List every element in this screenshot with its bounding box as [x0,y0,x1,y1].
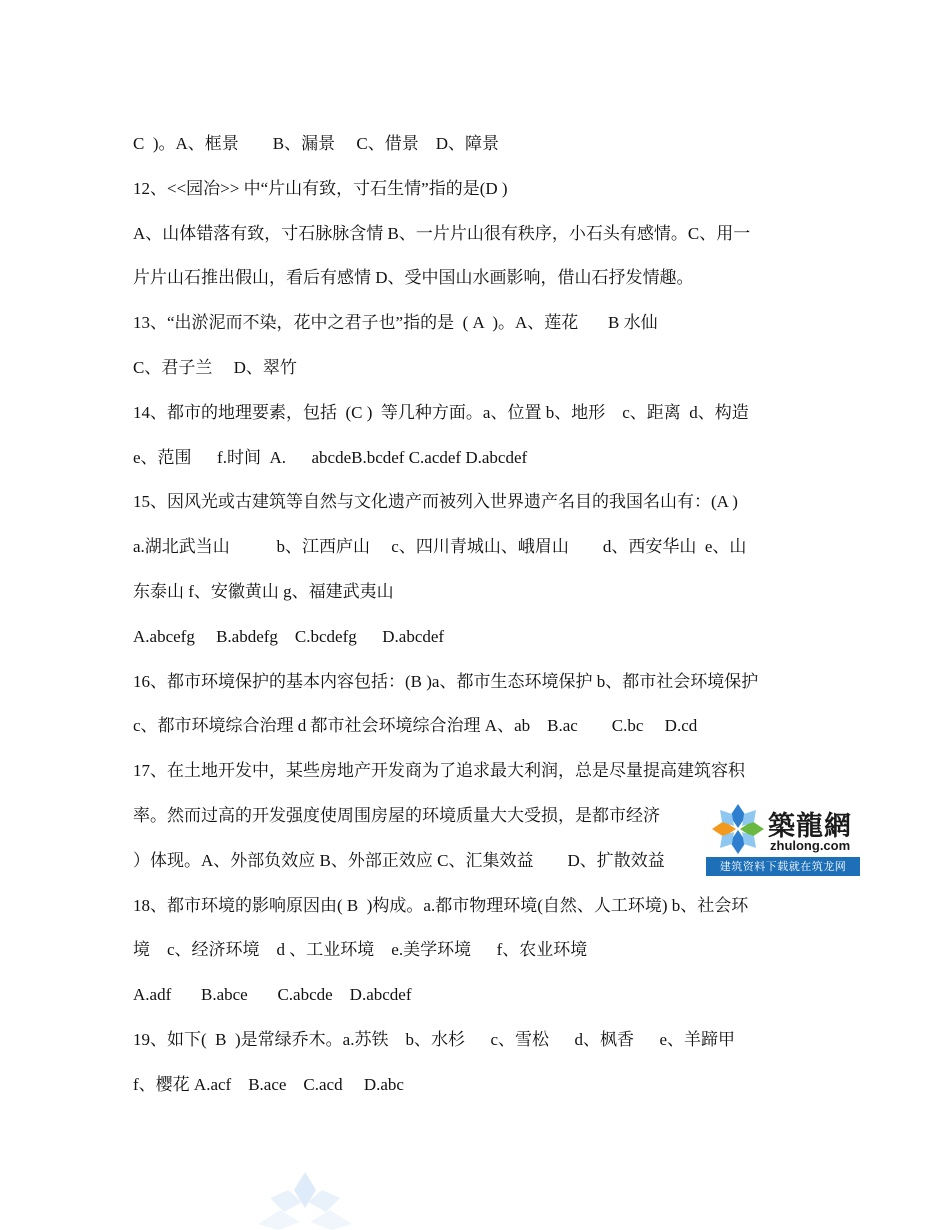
text-line: 片片山石推出假山，看后有感情 D、受中国山水画影响，借山石抒发情趣。 [133,268,694,288]
text-line: ）体现。A、外部负效应 B、外部正效应 C、汇集效益 D、扩散效益 [133,850,665,870]
text-line: 15、因风光或古建筑等自然与文化遗产而被列入世界遗产名目的我国名山有：(A ) [133,492,738,512]
text-line: e、范围 f.时间 A. abcdeB.bcdef C.acdef D.abcdef [133,447,528,467]
text-line: 13、“出淤泥而不染，花中之君子也”指的是 ( A )。A、莲花 B 水仙 [133,313,658,333]
zhulong-logo [706,800,860,876]
text-line: A、山体错落有致，寸石脉脉含情 B、一片片山很有秩序，小石头有感情。C、用一 [133,223,751,243]
text-line: 14、都市的地理要素，包括 (C ) 等几种方面。a、位置 b、地形 c、距离 d、构造 [133,402,749,422]
text-line: A.abcefg B.abdefg C.bcdefg D.abcdef [133,626,445,646]
logo-name-cn: 築龍網 [768,811,852,842]
text-line: 率。然而过高的开发强度使周围房屋的环境质量大大受损，是都市经济 [133,806,660,825]
logo-name-en: zhulong.com [770,838,851,853]
zhulong-flower-icon [710,802,766,856]
text-line: c、都市环境综合治理 d 都市社会环境综合治理 A、ab B.ac C.bc D.cd [133,716,698,736]
text-line: C )。A、框景 B、漏景 C、借景 D、障景 [133,134,499,153]
text-line: 12、<<园冶>> 中“片山有致，寸石生情”指的是(D ) [133,178,508,198]
text-line: 境 c、经济环境 d 、工业环境 e.美学环境 f、农业环境 [133,940,588,960]
text-line: 19、如下( B )是常绿乔木。a.苏铁 b、水杉 c、雪松 d、枫香 e、羊蹄甲 [133,1030,736,1049]
text-line: C、君子兰 D、翠竹 [133,358,297,377]
text-line: 17、在土地开发中，某些房地产开发商为了追求最大利润，总是尽量提高建筑容积 [133,761,745,781]
text-line: f、樱花 A.acf B.ace C.acd D.abc [133,1074,404,1094]
text-line: A.adf B.abce C.abcde D.abcdef [133,985,412,1005]
text-line: 东泰山 f、安徽黄山 g、福建武夷山 [133,582,394,601]
watermark-flower-icon [250,1168,360,1230]
text-line: 18、都市环境的影响原因由( B )构成。a.都市物理环境(自然、人工环境) b、社会环 [133,895,749,915]
text-line: 16、都市环境保护的基本内容包括：(B )a、都市生态环境保护 b、都市社会环境保护 [133,671,759,691]
text-line: a.湖北武当山 b、江西庐山 c、四川青城山、峨眉山 d、西安华山 e、山 [133,537,747,557]
logo-slogan: 建筑资料下载就在筑龙网 [706,857,860,876]
